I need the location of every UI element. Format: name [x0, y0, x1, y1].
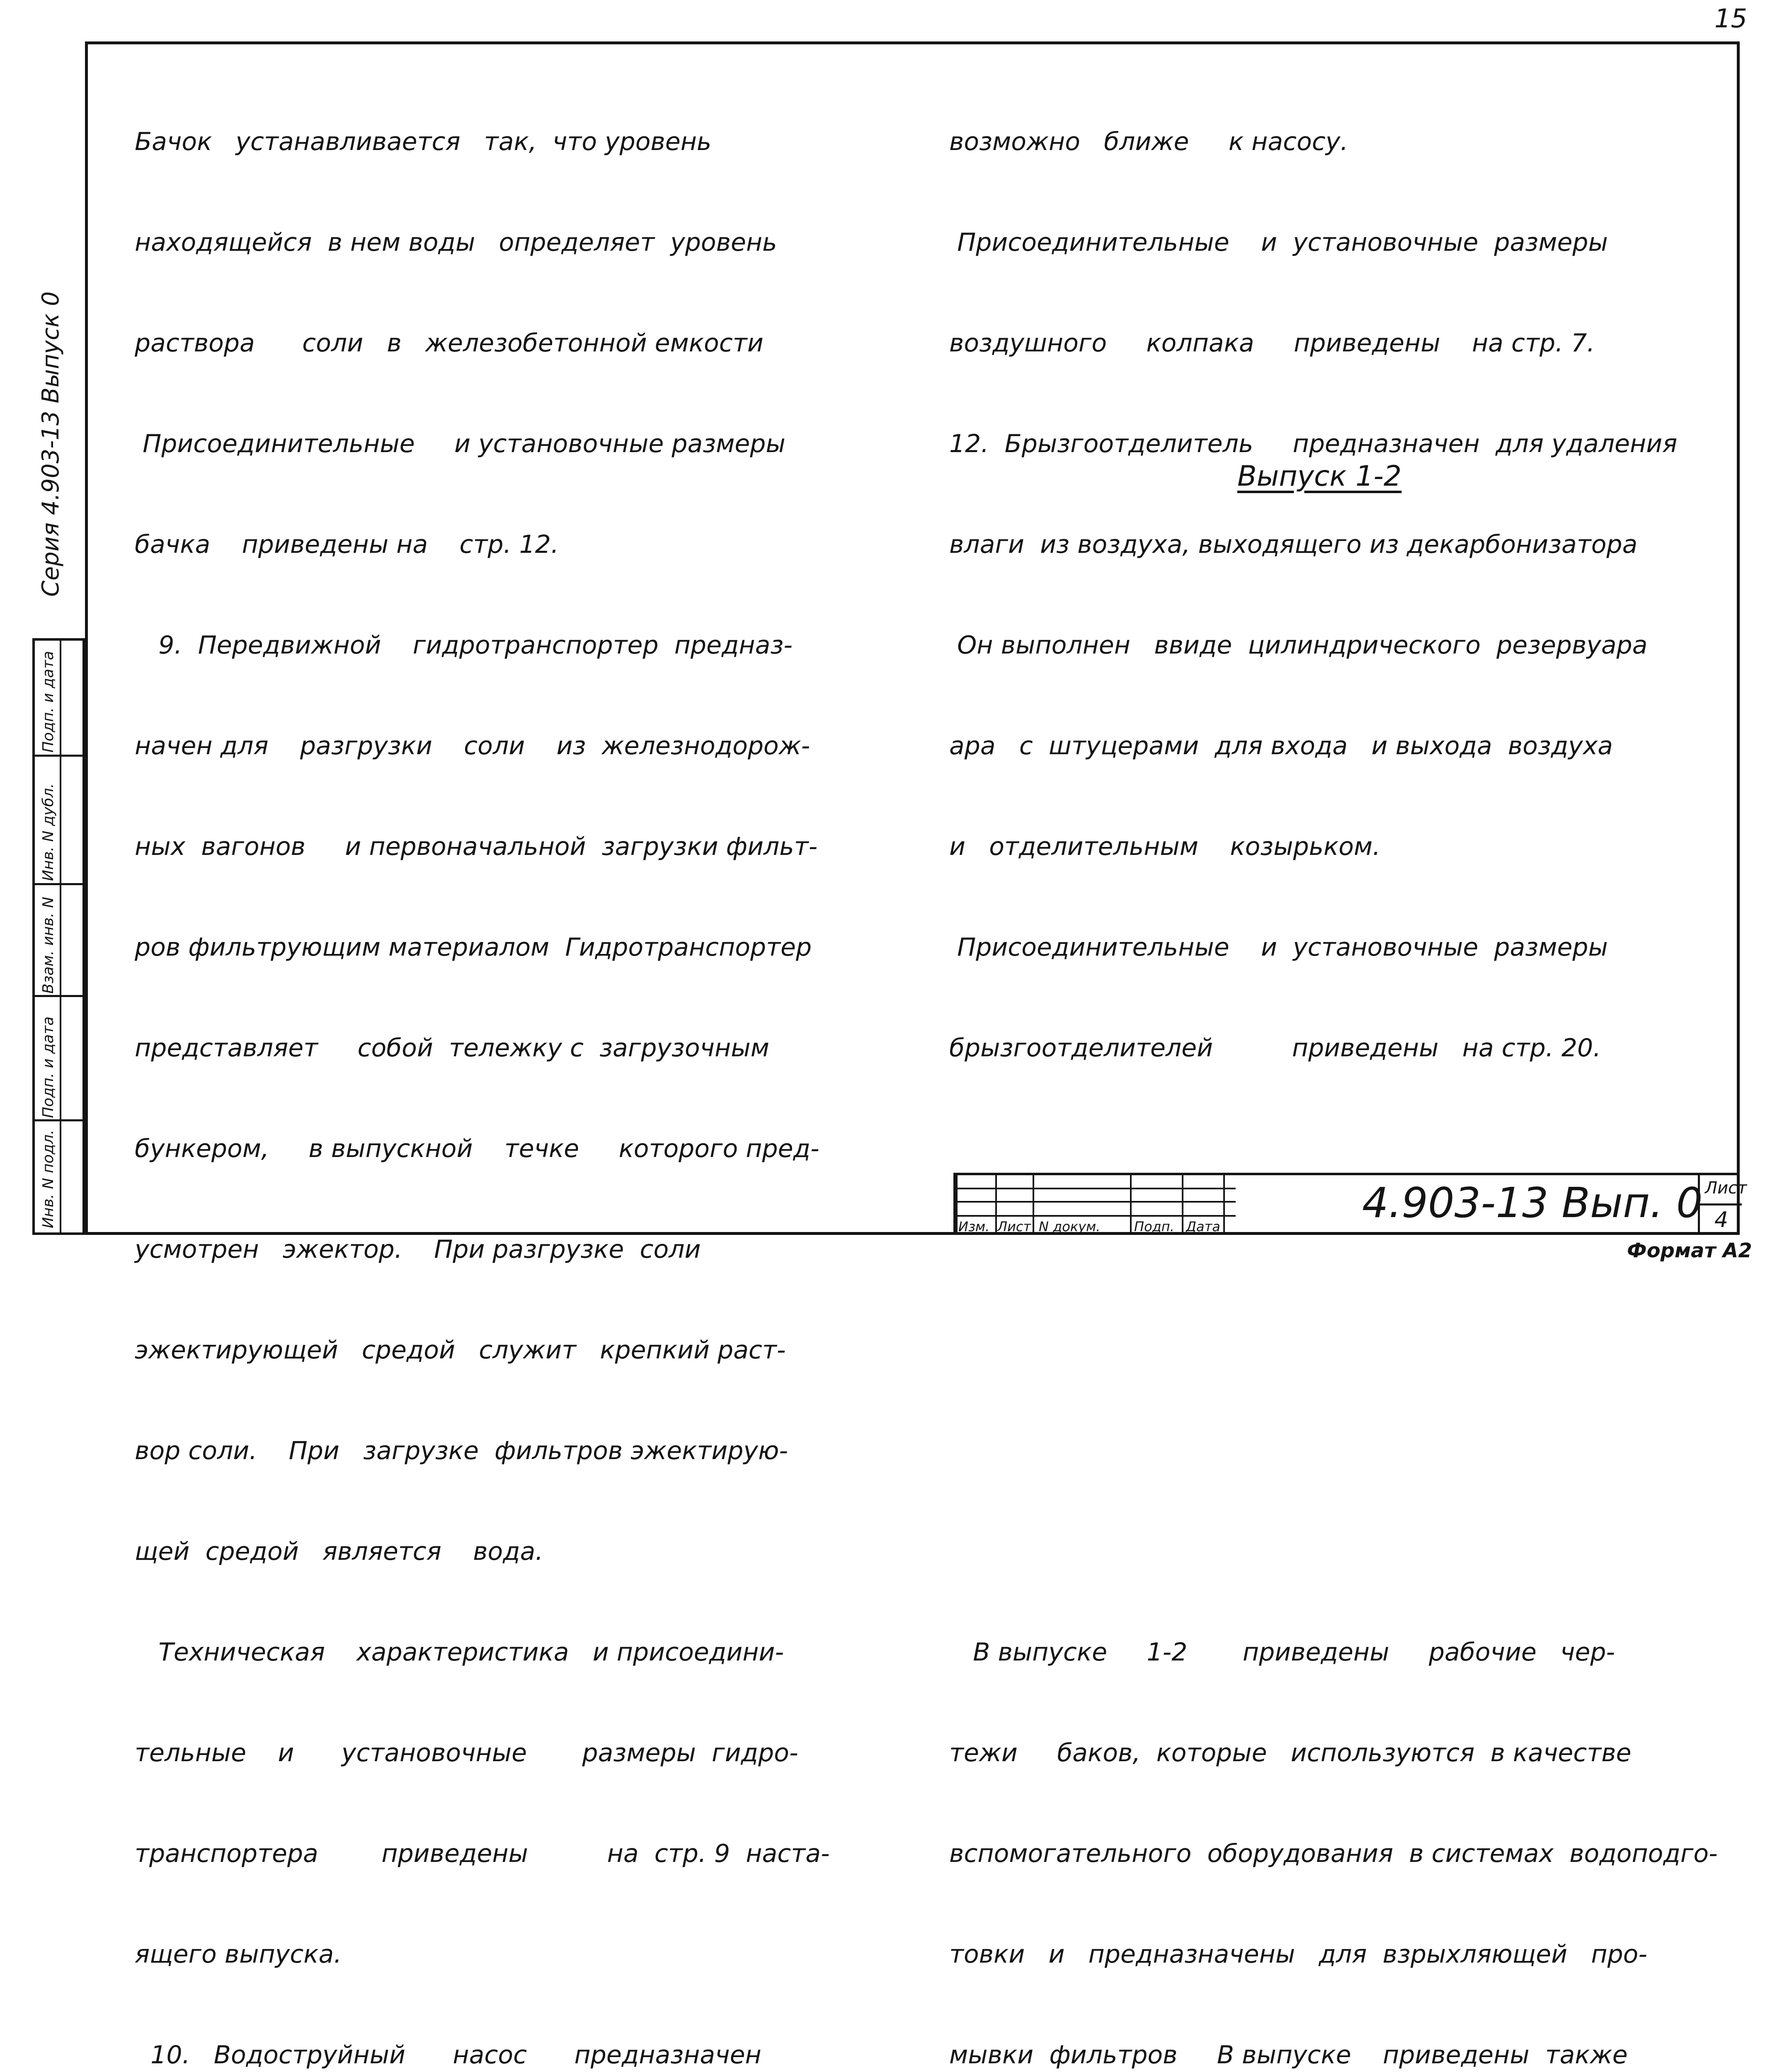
text-line: усмотрен эжектор. При разгрузке соли: [135, 1235, 701, 1264]
text-line: эжектирующей средой служит крепкий раст-: [135, 1336, 786, 1365]
text-line: воздушного колпака приведены на стр. 7.: [949, 329, 1595, 358]
document-code: 4.903-13 Вып. 0: [1362, 1179, 1703, 1227]
text-line: 12. Брызгоотделитель предназначен для удаления: [949, 429, 1678, 458]
text-line: [949, 1535, 1718, 1569]
text-line: щей средой является вода.: [135, 1537, 543, 1566]
section-heading: Выпуск 1-2: [1237, 460, 1402, 493]
text-line: [949, 1434, 1718, 1468]
text-line: вспомогательного оборудования в системах водоподго-: [949, 1839, 1718, 1868]
column-label: N докум.: [1039, 1219, 1101, 1234]
text-line: ров фильтрующим материалом Гидротранспортер: [135, 933, 812, 962]
text-line: 9. Передвижной гидротранспортер предназ-: [135, 631, 793, 660]
sheet-number: 4: [1714, 1208, 1729, 1232]
text-line: мывки фильтров В выпуске приведены также: [949, 2041, 1628, 2070]
text-line: возможно ближе к насосу.: [949, 127, 1348, 156]
column-label: Изм.: [958, 1219, 990, 1234]
text-line: ных вагонов и первоначальной загрузки фильт-: [135, 832, 818, 861]
text-line: [949, 1334, 1718, 1367]
text-line: Техническая характеристика и присоедини-: [135, 1638, 784, 1667]
text-line: 10. Водоструйный насос предназначен: [135, 2041, 761, 2070]
text-line: тежи баков, которые используются в качестве: [949, 1738, 1632, 1767]
text-line: [949, 1233, 1718, 1266]
text-line: брызгоотделителей приведены на стр. 20.: [949, 1034, 1601, 1063]
text-line: представляет собой тележку с загрузочным: [135, 1034, 769, 1063]
text-line: Присоединительные и установочные размеры: [135, 429, 786, 458]
stamp-label: Инв. N подл.: [40, 1130, 57, 1228]
text-line: бачка приведены на стр. 12.: [135, 530, 559, 559]
sheet-label: Лист: [1705, 1179, 1747, 1198]
text-line: влаги из воздуха, выходящего из декарбонизатора: [949, 530, 1638, 559]
stamp-cell: [35, 1121, 82, 1232]
stamp-label: Подп. и дата: [40, 651, 57, 753]
text-line: Бачок устанавливается так, что уровень: [135, 127, 712, 156]
text-line: начен для разгрузки соли из железнодорож-: [135, 731, 810, 760]
text-line: и отделительным козырьком.: [949, 832, 1381, 861]
column-label: Лист: [997, 1219, 1031, 1234]
title-block: [953, 1173, 1747, 1235]
text-line: [949, 1132, 1718, 1166]
stamp-label: Подп. и дата: [40, 1016, 57, 1118]
text-line: транспортера приведены на стр. 9 наста-: [135, 1839, 830, 1868]
stamp-cell: [35, 641, 82, 757]
text-line: тельные и установочные размеры гидро-: [135, 1738, 798, 1767]
column-label: Дата: [1186, 1219, 1220, 1234]
stamp-cell: [35, 757, 82, 885]
stamp-label: Взам. инв. N: [40, 897, 57, 994]
right-text-column: [949, 58, 1718, 2072]
sheet-box: [1698, 1175, 1747, 1235]
left-text-column: [135, 58, 877, 2072]
series-label: Серия 4.903-13 Выпуск 0: [37, 291, 64, 597]
text-line: раствора соли в железобетонной емкости: [135, 329, 764, 358]
page-top-number: 15: [1714, 3, 1747, 34]
stamp-cell: [35, 885, 82, 997]
text-line: В выпуске 1-2 приведены рабочие чер-: [949, 1638, 1615, 1667]
text-line: ящего выпуска.: [135, 1940, 342, 1969]
text-line: Присоединительные и установочные размеры: [949, 933, 1608, 962]
stamp-label: Инв. N дубл.: [40, 783, 57, 881]
text-line: Он выполнен ввиде цилиндрического резервуара: [949, 631, 1648, 660]
text-line: товки и предназначены для взрыхляющей про-: [949, 1940, 1648, 1969]
column-label: Подп.: [1134, 1219, 1174, 1234]
format-label: Формат А2: [1627, 1239, 1752, 1262]
text-line: бункером, в выпускной течке которого пред-: [135, 1134, 819, 1163]
text-line: Присоединительные и установочные размеры: [949, 228, 1608, 257]
text-line: ара с штуцерами для входа и выхода воздуха: [949, 731, 1613, 760]
approval-stamp-strip: [32, 638, 85, 1235]
text-line: вор соли. При загрузке фильтров эжектирую-: [135, 1436, 788, 1465]
text-line: находящейся в нем воды определяет уровень: [135, 228, 777, 257]
stamp-cell: [35, 997, 82, 1121]
